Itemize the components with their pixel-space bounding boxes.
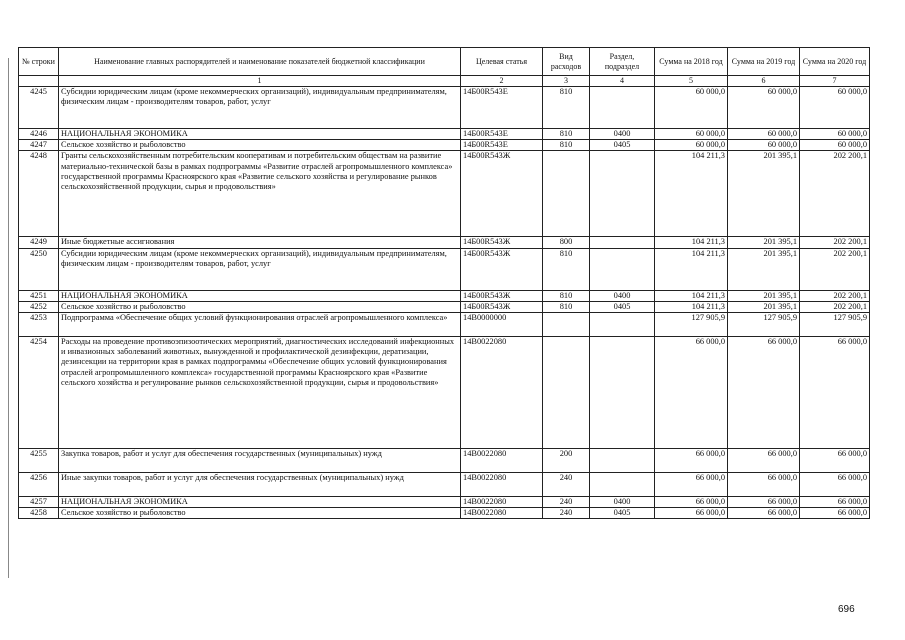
table-row xyxy=(19,337,870,449)
row-sum-2019: 201 395,1 xyxy=(728,290,800,301)
row-sum-2018: 66 000,0 xyxy=(655,508,728,519)
row-sum-2018: 66 000,0 xyxy=(655,449,728,473)
row-target-article: 14Б00R543Ж xyxy=(461,290,543,301)
row-sum-2018: 66 000,0 xyxy=(655,497,728,508)
row-sum-2020: 60 000,0 xyxy=(800,140,870,151)
row-expense-type: 810 xyxy=(543,301,590,312)
row-sum-2018: 127 905,9 xyxy=(655,313,728,337)
table-row xyxy=(19,301,870,312)
header-name: Наименование главных распорядителей и наименование показателей бюджетной классификации xyxy=(59,48,461,76)
row-sum-2020: 60 000,0 xyxy=(800,129,870,140)
row-sum-2018: 104 211,3 xyxy=(655,248,728,290)
row-target-article: 14Б00R543Е xyxy=(461,129,543,140)
row-sum-2020: 66 000,0 xyxy=(800,337,870,449)
row-name: Сельское хозяйство и рыболовство xyxy=(59,140,461,151)
row-sum-2019: 66 000,0 xyxy=(728,449,800,473)
header-sum-2019: Сумма на 2019 год xyxy=(728,48,800,76)
row-target-article: 14Б00R543Е xyxy=(461,87,543,129)
row-section: 0405 xyxy=(590,301,655,312)
row-sum-2020: 202 200,1 xyxy=(800,301,870,312)
row-number: 4247 xyxy=(19,140,59,151)
column-number: 7 xyxy=(800,76,870,87)
row-target-article: 14Б00R543Ж xyxy=(461,248,543,290)
row-sum-2020: 60 000,0 xyxy=(800,87,870,129)
row-expense-type: 240 xyxy=(543,473,590,497)
table-row xyxy=(19,449,870,473)
row-target-article: 14Б00R543Ж xyxy=(461,301,543,312)
row-number: 4255 xyxy=(19,449,59,473)
header-sum-2018: Сумма на 2018 год xyxy=(655,48,728,76)
row-name: НАЦИОНАЛЬНАЯ ЭКОНОМИКА xyxy=(59,129,461,140)
row-number: 4252 xyxy=(19,301,59,312)
row-name: НАЦИОНАЛЬНАЯ ЭКОНОМИКА xyxy=(59,497,461,508)
row-name: Расходы на проведение противоэпизоотических мероприятий, диагностических исследований инфекционных и инвазионных заболеваний животных, вынужденной и профилактической дезинфекции, дератизации, дезинсекции на территории края в рамках подпрограммы «Обеспечение общих условий функционирования отраслей агропромышленного комплекса» государственной программы Красноярского края «Развитие сельского хозяйства и регулирование рынков сельскохозяйственной продукции, сырья и продовольствия» xyxy=(59,337,461,449)
row-sum-2020: 202 200,1 xyxy=(800,237,870,248)
row-name: Гранты сельскохозяйственным потребительским кооперативам и потребительским обществам на развитие материально-технической базы в рамках подпрограммы «Развитие отраслей агропромышленного комплекса» государственной программы Красноярского края «Развитие сельского хозяйства и регулирование рынков сельскохозяйственной продукции, сырья и продовольствия» xyxy=(59,151,461,237)
row-name: Иные бюджетные ассигнования xyxy=(59,237,461,248)
row-sum-2019: 201 395,1 xyxy=(728,237,800,248)
row-expense-type xyxy=(543,337,590,449)
row-sum-2019: 66 000,0 xyxy=(728,473,800,497)
row-number: 4245 xyxy=(19,87,59,129)
row-target-article: 14Б00R543Ж xyxy=(461,151,543,237)
row-target-article: 14В0022080 xyxy=(461,449,543,473)
row-section xyxy=(590,473,655,497)
table-row xyxy=(19,87,870,129)
row-sum-2019: 66 000,0 xyxy=(728,508,800,519)
row-number: 4256 xyxy=(19,473,59,497)
row-section: 0400 xyxy=(590,290,655,301)
row-number: 4251 xyxy=(19,290,59,301)
column-number: 2 xyxy=(461,76,543,87)
row-expense-type: 240 xyxy=(543,497,590,508)
row-name: Субсидии юридическим лицам (кроме некоммерческих организаций), индивидуальным предпринимателям, физическим лицам - производителям товаров, работ, услуг xyxy=(59,87,461,129)
row-name: НАЦИОНАЛЬНАЯ ЭКОНОМИКА xyxy=(59,290,461,301)
table-row xyxy=(19,248,870,290)
row-sum-2019: 60 000,0 xyxy=(728,129,800,140)
row-section xyxy=(590,248,655,290)
table-row xyxy=(19,140,870,151)
header-row-number: № строки xyxy=(19,48,59,76)
row-sum-2018: 104 211,3 xyxy=(655,151,728,237)
row-section xyxy=(590,449,655,473)
row-number: 4248 xyxy=(19,151,59,237)
row-section: 0405 xyxy=(590,508,655,519)
column-number: 4 xyxy=(590,76,655,87)
row-sum-2019: 201 395,1 xyxy=(728,301,800,312)
row-target-article: 14В0022080 xyxy=(461,497,543,508)
row-sum-2020: 66 000,0 xyxy=(800,449,870,473)
row-name: Закупка товаров, работ и услуг для обеспечения государственных (муниципальных) нужд xyxy=(59,449,461,473)
row-sum-2018: 104 211,3 xyxy=(655,237,728,248)
header-expense-type: Вид расходов xyxy=(543,48,590,76)
row-sum-2018: 60 000,0 xyxy=(655,140,728,151)
row-sum-2020: 66 000,0 xyxy=(800,473,870,497)
table-row xyxy=(19,290,870,301)
row-expense-type: 810 xyxy=(543,248,590,290)
column-number-row xyxy=(19,76,870,87)
row-sum-2019: 201 395,1 xyxy=(728,151,800,237)
column-number: 3 xyxy=(543,76,590,87)
row-sum-2018: 60 000,0 xyxy=(655,87,728,129)
table-row xyxy=(19,313,870,337)
row-target-article: 14В0022080 xyxy=(461,473,543,497)
row-expense-type: 800 xyxy=(543,237,590,248)
column-number xyxy=(19,76,59,87)
row-number: 4249 xyxy=(19,237,59,248)
row-name: Сельское хозяйство и рыболовство xyxy=(59,508,461,519)
column-number: 5 xyxy=(655,76,728,87)
row-section xyxy=(590,337,655,449)
row-expense-type: 240 xyxy=(543,508,590,519)
row-sum-2018: 104 211,3 xyxy=(655,301,728,312)
row-section: 0400 xyxy=(590,497,655,508)
row-target-article: 14Б00R543Ж xyxy=(461,237,543,248)
table-row xyxy=(19,129,870,140)
row-sum-2019: 127 905,9 xyxy=(728,313,800,337)
row-expense-type: 810 xyxy=(543,87,590,129)
header-target-article: Целевая статья xyxy=(461,48,543,76)
row-number: 4253 xyxy=(19,313,59,337)
table-row xyxy=(19,473,870,497)
row-expense-type xyxy=(543,313,590,337)
row-target-article: 14В0000000 xyxy=(461,313,543,337)
row-name: Сельское хозяйство и рыболовство xyxy=(59,301,461,312)
row-sum-2019: 201 395,1 xyxy=(728,248,800,290)
table-row xyxy=(19,497,870,508)
row-sum-2020: 202 200,1 xyxy=(800,248,870,290)
row-sum-2019: 60 000,0 xyxy=(728,87,800,129)
row-expense-type: 810 xyxy=(543,140,590,151)
row-expense-type: 810 xyxy=(543,290,590,301)
row-section xyxy=(590,237,655,248)
row-name: Подпрограмма «Обеспечение общих условий функционирования отраслей агропромышленного комплекса» xyxy=(59,313,461,337)
row-number: 4250 xyxy=(19,248,59,290)
row-sum-2020: 66 000,0 xyxy=(800,497,870,508)
row-expense-type: 200 xyxy=(543,449,590,473)
column-number: 1 xyxy=(59,76,461,87)
row-name: Субсидии юридическим лицам (кроме некоммерческих организаций), индивидуальным предпринимателям, физическим лицам - производителям товаров, работ, услуг xyxy=(59,248,461,290)
row-sum-2018: 66 000,0 xyxy=(655,337,728,449)
table-row xyxy=(19,151,870,237)
row-number: 4257 xyxy=(19,497,59,508)
table-header-row xyxy=(19,48,870,76)
row-expense-type: 810 xyxy=(543,129,590,140)
row-sum-2020: 66 000,0 xyxy=(800,508,870,519)
row-sum-2020: 202 200,1 xyxy=(800,290,870,301)
column-number: 6 xyxy=(728,76,800,87)
margin-rule xyxy=(8,58,9,578)
budget-table xyxy=(18,47,870,519)
header-sum-2020: Сумма на 2020 год xyxy=(800,48,870,76)
row-number: 4258 xyxy=(19,508,59,519)
row-section: 0405 xyxy=(590,140,655,151)
row-sum-2018: 104 211,3 xyxy=(655,290,728,301)
row-number: 4246 xyxy=(19,129,59,140)
page-number: 696 xyxy=(838,604,855,615)
row-sum-2019: 66 000,0 xyxy=(728,497,800,508)
row-target-article: 14В0022080 xyxy=(461,337,543,449)
table-row xyxy=(19,237,870,248)
row-sum-2019: 60 000,0 xyxy=(728,140,800,151)
row-sum-2020: 127 905,9 xyxy=(800,313,870,337)
row-section: 0400 xyxy=(590,129,655,140)
row-name: Иные закупки товаров, работ и услуг для обеспечения государственных (муниципальных) нужд xyxy=(59,473,461,497)
row-number: 4254 xyxy=(19,337,59,449)
row-section xyxy=(590,87,655,129)
row-section xyxy=(590,313,655,337)
row-sum-2018: 66 000,0 xyxy=(655,473,728,497)
row-sum-2020: 202 200,1 xyxy=(800,151,870,237)
row-target-article: 14В0022080 xyxy=(461,508,543,519)
row-sum-2018: 60 000,0 xyxy=(655,129,728,140)
row-section xyxy=(590,151,655,237)
row-target-article: 14Б00R543Е xyxy=(461,140,543,151)
header-section: Раздел, подраздел xyxy=(590,48,655,76)
row-expense-type xyxy=(543,151,590,237)
table-row xyxy=(19,508,870,519)
row-sum-2019: 66 000,0 xyxy=(728,337,800,449)
